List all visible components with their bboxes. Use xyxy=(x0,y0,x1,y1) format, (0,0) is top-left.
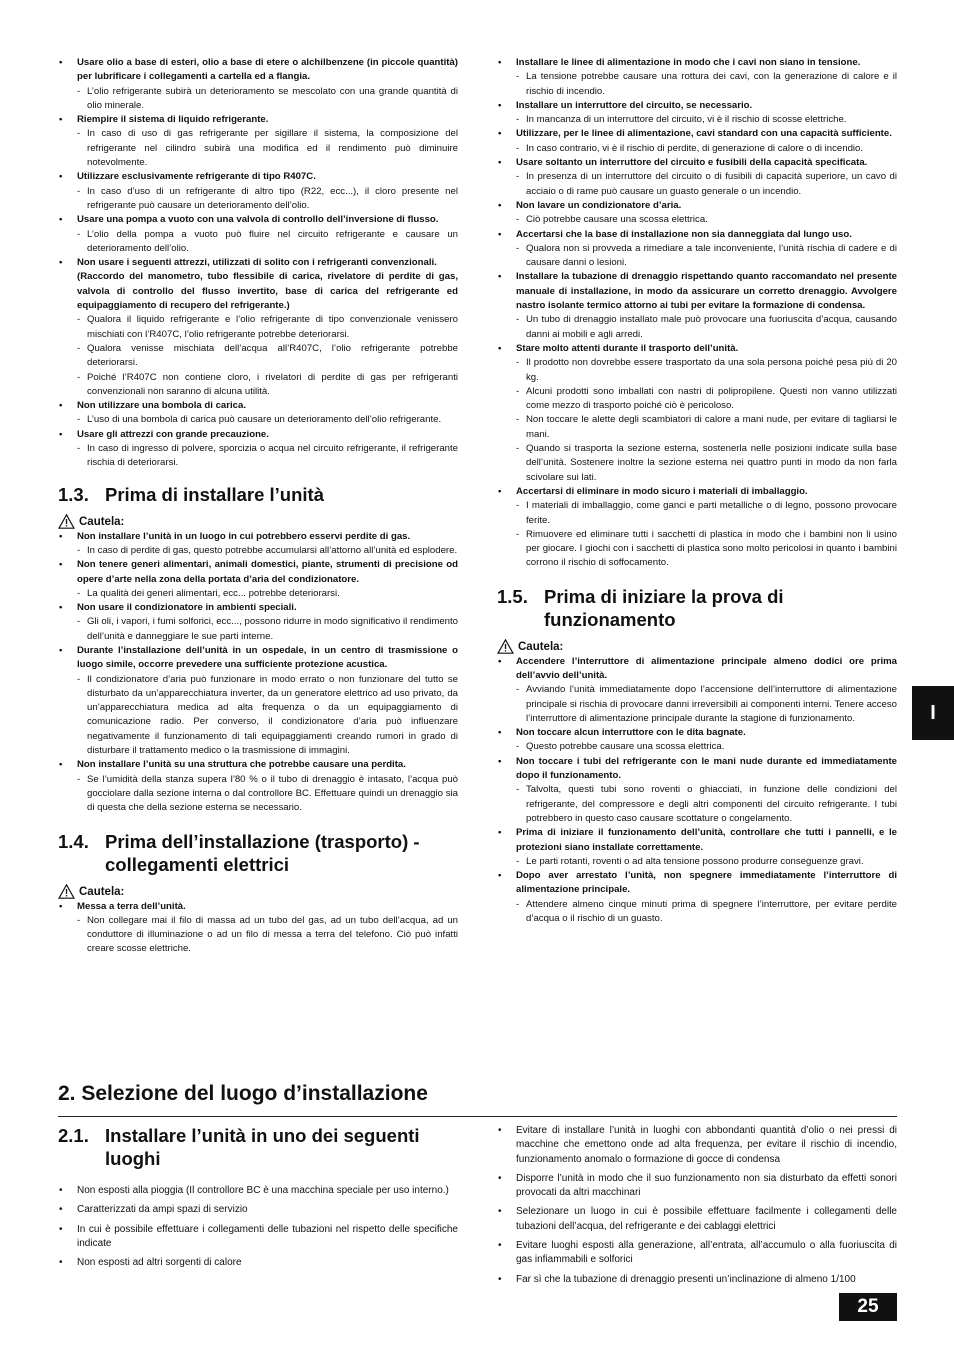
bullet-item: • Accertarsi che la base di installazione non sia danneggiata dal lungo uso. xyxy=(497,228,897,242)
bullet-item: • Accendere l’interruttore di alimentazione principale almeno dodici ore prima dell’avvio dell’unità. xyxy=(497,655,897,684)
dash-subitem: - L’olio refrigerante subirà un deterioramento se mescolato con una grande quantità di olio minerale. xyxy=(58,85,458,114)
dash-subitem: - I materiali di imballaggio, come ganci e parti metalliche o di legno, possono provocare ferite. xyxy=(497,499,897,528)
section-2-1-heading: 2.1. Installare l’unità in uno dei seguenti luoghi xyxy=(58,1125,420,1169)
dash-subitem: - Non collegare mai il filo di massa ad un tubo del gas, ad un tubo dell’acqua, ad un conduttore di illuminazione o ad un filo di messa a terra del telefono. Ciò può infatti creare scosse elettriche. xyxy=(58,914,458,957)
page-number: 25 xyxy=(839,1293,897,1321)
section-1-5-heading: 1.5. Prima di iniziare la prova di funzionamento xyxy=(497,585,784,630)
dash-subitem: - L’olio della pompa a vuoto può fluire nel circuito refrigerante e causare un deterioramento dell’olio. xyxy=(58,228,458,257)
dash-subitem: - Il condizionatore d’aria può funzionare in modo errato o non funzionare del tutto se disturbato da un’apparecchiatura inverter, da un generatore elettrico ad uso privato, da un’apparecchiatura medica ad alta frequenza o da un equipaggiamento di comunicazione radio. Per converso, il condizionatore d’aria può influenzare negativamente il funzionamento di tali equipaggiamenti creando rumori in grado di disturbare il trattamento medico o la trasmissione di immagini. xyxy=(58,673,458,759)
location-list-item: • Non esposti alla pioggia (Il controllore BC è una macchina speciale per uso interno.) xyxy=(58,1184,458,1198)
dash-subitem: - Rimuovere ed eliminare tutti i sacchetti di plastica in modo che i bambini non li usino per giocare. I giochi con i sacchetti di plastica sono molto pericolosi in quanto i bambini corrono il rischio di soffocamento. xyxy=(497,528,897,571)
section-1-3-list xyxy=(58,530,458,816)
bullet-item: • Durante l’installazione dell’unità in un ospedale, in un centro di trasmissione o luogo simile, occorre prevedere una sufficiente protezione acustica. xyxy=(58,644,458,673)
bullet-item: • Accertarsi di eliminare in modo sicuro i materiali di imballaggio. xyxy=(497,485,897,499)
caution-label: Cautela: xyxy=(497,639,897,655)
bullet-item: • Non usare il condizionatore in ambienti speciali. xyxy=(58,601,458,615)
bullet-item: • Usare una pompa a vuoto con una valvola di controllo dell’inversione di flusso. xyxy=(58,213,458,227)
location-list-item: • Far sì che la tubazione di drenaggio presenti un’inclinazione di almeno 1/100 xyxy=(497,1273,897,1287)
bullet-item: • Utilizzare, per le linee di alimentazione, cavi standard con una capacità sufficiente. xyxy=(497,127,897,141)
bullet-item: • Installare le linee di alimentazione in modo che i cavi non siano in tensione. xyxy=(497,56,897,70)
section-1-3-heading: 1.3. Prima di installare l’unità xyxy=(58,483,324,505)
section-2-1-left-list xyxy=(58,1184,458,1270)
dash-subitem: - Qualora venisse mischiata dell’acqua all’R407C, l’olio refrigerante potrebbe deteriorarsi. xyxy=(58,342,458,371)
bullet-item: • Non utilizzare una bombola di carica. xyxy=(58,399,458,413)
dash-subitem: - Alcuni prodotti sono imballati con nastri di polipropilene. Questi non vanno utilizzati come mezzo di trasporto poiché ciò è pericoloso. xyxy=(497,385,897,414)
dash-subitem: - Avviando l’unità immediatamente dopo l’accensione dell’interruttore di alimentazione principale si rischia di provocare danni irreversibili ai componenti interni. Tenere acceso l’interruttore di alimentazione principale durante la stagione di funzionamento. xyxy=(497,683,897,726)
dash-subitem: - In caso contrario, vi è il rischio di perdite, di generazione di calore o di incendio. xyxy=(497,142,897,156)
section-1-4-heading: 1.4. Prima dell’installazione (trasporto) - collegamenti elettrici xyxy=(58,830,420,875)
location-list-item: • Disporre l’unità in modo che il suo funzionamento non sia disturbato da effetti sonori provocati da altri macchinari xyxy=(497,1172,897,1201)
section-1-5-list xyxy=(497,655,897,927)
caution-label: Cautela: xyxy=(58,514,458,530)
right-column xyxy=(497,56,897,926)
dash-subitem: - In caso di uso di gas refrigerante per sigillare il sistema, la composizione del refrigerante nel cilindro subirà una modifica ed il rendimento può diminuire notevolmente. xyxy=(58,127,458,170)
caution-label: Cautela: xyxy=(58,884,458,900)
dash-subitem: - Se l’umidità della stanza supera l’80 % o il tubo di drenaggio è intasato, l’acqua può gocciolare dalla sezione interna o dal controllore BC. Effettuare quindi un drenaggio sia di questa che della sezione esterna se necessario. xyxy=(58,773,458,816)
dash-subitem: - Talvolta, questi tubi sono roventi o ghiacciati, in funzione delle condizioni del refrigerante, del compressore e degli altri componenti del circuito refrigerante. I tubi potrebbero in questo caso causare scottature o congelamento. xyxy=(497,783,897,826)
dash-subitem: - In caso d’uso di un refrigerante di altro tipo (R22, ecc...), il cloro presente nel refrigerante può causare un deterioramento dell’olio. xyxy=(58,185,458,214)
bullet-item: • Prima di iniziare il funzionamento dell’unità, controllare che tutti i pannelli, e le protezioni siano installate correttamente. xyxy=(497,826,897,855)
bullet-item: • Non installare l’unità su una struttura che potrebbe causare una perdita. xyxy=(58,758,458,772)
bullet-item: • Messa a terra dell’unità. xyxy=(58,900,458,914)
dash-subitem: - In mancanza di un interruttore del circuito, vi è il rischio di scosse elettriche. xyxy=(497,113,897,127)
bullet-item: • Non toccare i tubi del refrigerante con le mani nude durante ed immediatamente dopo il funzionamento. xyxy=(497,755,897,784)
bullet-item: • Non toccare alcun interruttore con le dita bagnate. xyxy=(497,726,897,740)
chapter-divider xyxy=(58,1116,897,1117)
dash-subitem: - Poiché l’R407C non contiene cloro, i rivelatori di perdite di gas per refrigeranti convenzionali non saranno di alcuna utilità. xyxy=(58,371,458,400)
bullet-item: • Non tenere generi alimentari, animali domestici, piante, strumenti di precisione od opere d’arte nella zona della portata d’aria del condizionatore. xyxy=(58,558,458,587)
location-list-item: • Selezionare un luogo in cui è possibile effettuare facilmente i collegamenti delle tubazioni dell’acqua, del refrigerante e dei cablaggi elettrici xyxy=(497,1205,897,1234)
bullet-item: • Non installare l’unità in un luogo in cui potrebbero esservi perdite di gas. xyxy=(58,530,458,544)
dash-subitem: - Un tubo di drenaggio installato male può provocare una fuoriuscita d’acqua, causando danni ai mobili e agli arredi. xyxy=(497,313,897,342)
dash-subitem: - Qualora il liquido refrigerante e l’olio refrigerante di tipo convenzionale venissero mischiati con l’R407C, l’olio refrigerante potrebbe deteriorarsi. xyxy=(58,313,458,342)
location-list-item: • Non esposti ad altri sorgenti di calore xyxy=(58,1256,458,1270)
warning-icon xyxy=(58,514,75,529)
bullet-item: • Usare olio a base di esteri, olio a base di etere o alchilbenzene (in piccole quantità) per lubrificare i collegamenti a cartella ed a flangia. xyxy=(58,56,458,85)
location-list-item: • In cui è possibile effettuare i collegamenti delle tubazioni nel rispetto delle specifiche indicate xyxy=(58,1223,458,1252)
bullet-item: • Dopo aver arrestato l’unità, non spegnere immediatamente l’interruttore di alimentazione principale. xyxy=(497,869,897,898)
left-intro-list xyxy=(58,56,458,471)
right-intro-list xyxy=(497,56,897,571)
dash-subitem: - La qualità dei generi alimentari, ecc... potrebbe deteriorarsi. xyxy=(58,587,458,601)
chapter-2-heading: 2. Selezione del luogo d’installazione xyxy=(58,1082,428,1105)
bullet-item: • Non lavare un condizionatore d’aria. xyxy=(497,199,897,213)
dash-subitem: - Quando si trasporta la sezione esterna, sostenerla nelle posizioni indicate sulla base dell’unità. Sostenere inoltre la sezione esterna nei quattro punti in modo da non farla scivolare sui lati. xyxy=(497,442,897,485)
dash-subitem: - La tensione potrebbe causare una rottura dei cavi, con la generazione di calore e il rischio di incendio. xyxy=(497,70,897,99)
dash-subitem: - Attendere almeno cinque minuti prima di spegnere l’interruttore, per evitare perdite d’acqua o il rischio di un guasto. xyxy=(497,898,897,927)
dash-subitem: - Gli oli, i vapori, i fumi solforici, ecc..., possono ridurre in modo significativo il rendimento dell’unità e danneggiare le sue parti interne. xyxy=(58,615,458,644)
dash-subitem: - In caso di ingresso di polvere, sporcizia o acqua nel circuito refrigerante, il refrigerante rischia di deteriorarsi. xyxy=(58,442,458,471)
bullet-item: • Utilizzare esclusivamente refrigerante di tipo R407C. xyxy=(58,170,458,184)
location-list-item: • Evitare luoghi esposti alla generazione, all’entrata, all’accumulo o alla fuoriuscita di gas infiammabili e solforici xyxy=(497,1239,897,1268)
chapter-side-tab: I xyxy=(912,686,954,740)
bullet-item: • Installare un interruttore del circuito, se necessario. xyxy=(497,99,897,113)
bullet-item: • Installare la tubazione di drenaggio rispettando quanto raccomandato nel presente manuale di installazione, in modo da assicurare un corretto drenaggio. Avvolgere nastro isolante termico attorno ai tubi per evitare la formazione di condensa. xyxy=(497,270,897,313)
dash-subitem: - Le parti rotanti, roventi o ad alta tensione possono produrre conseguenze gravi. xyxy=(497,855,897,869)
dash-subitem: - Il prodotto non dovrebbe essere trasportato da una sola persona poiché pesa più di 20 kg. xyxy=(497,356,897,385)
left-column xyxy=(58,56,458,957)
dash-subitem: - Questo potrebbe causare una scossa elettrica. xyxy=(497,740,897,754)
dash-subitem: - In presenza di un interruttore del circuito o di fusibili di capacità superiore, un cavo di acciaio o di rame può causare un guasto generale o un incendio. xyxy=(497,170,897,199)
section-2-1-right-list xyxy=(497,1124,897,1287)
bullet-item: • Stare molto attenti durante il trasporto dell’unità. xyxy=(497,342,897,356)
section-1-4-list xyxy=(58,900,458,957)
dash-subitem: - In caso di perdite di gas, questo potrebbe accumularsi all’attorno all’unità ed esplodere. xyxy=(58,544,458,558)
dash-subitem: - Non toccare le alette degli scambiatori di calore a mani nude, per evitare di tagliarsi le mani. xyxy=(497,413,897,442)
warning-icon xyxy=(497,639,514,654)
section-2-1-left xyxy=(58,1124,458,1275)
dash-subitem: - Ciò potrebbe causare una scossa elettrica. xyxy=(497,213,897,227)
warning-icon xyxy=(58,884,75,899)
dash-subitem: - L’uso di una bombola di carica può causare un deterioramento dell’olio refrigerante. xyxy=(58,413,458,427)
bullet-continuation: (Raccordo del manometro, tubo flessibile di carica, rivelatore di perdite di gas, valvola di controllo del flusso invertito, base di carica del refrigerante ed equipaggiamento di recupero del refrigerante.) xyxy=(77,271,458,312)
location-list-item: • Caratterizzati da ampi spazi di servizio xyxy=(58,1203,458,1217)
bullet-item: • Non usare i seguenti attrezzi, utilizzati di solito con i refrigeranti convenzionali. xyxy=(58,256,458,270)
dash-subitem: - Qualora non si provveda a rimediare a tale inconveniente, l’unità rischia di cadere e di causare danni o lesioni. xyxy=(497,242,897,271)
section-2-1-right xyxy=(497,1124,897,1292)
bullet-item: • Usare gli attrezzi con grande precauzione. xyxy=(58,428,458,442)
bullet-item: • Usare soltanto un interruttore del circuito e fusibili della capacità specificata. xyxy=(497,156,897,170)
location-list-item: • Evitare di installare l’unità in luoghi con abbondanti quantità d’olio o nei pressi di macchine che emettono onde ad alta frequenza, per evitare il rischio di incendio, funzionamento anomalo o formazione di gocce di condensa xyxy=(497,1124,897,1167)
bullet-item: • Riempire il sistema di liquido refrigerante. xyxy=(58,113,458,127)
